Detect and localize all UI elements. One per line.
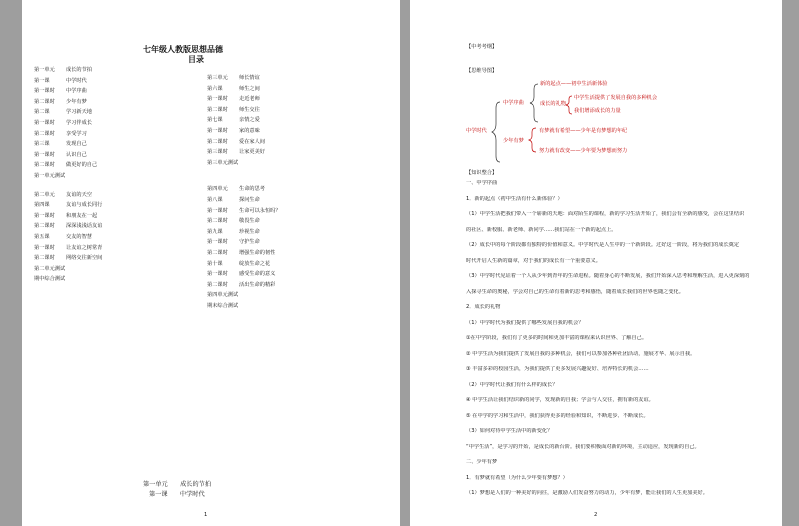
toc-entry-level: 第一课时 [207, 207, 228, 214]
body-line: 二、少年有梦 [466, 459, 498, 465]
toc-entry-title: 绽放生命之花 [239, 260, 271, 267]
toc-entry-title: 师生之间 [239, 85, 260, 92]
body-line: ⑤ 在中学的学习和生活中，我们获得更多的经验和知识，不断进步、不断成长。 [466, 412, 649, 419]
toc-entry [207, 107, 260, 113]
toc-entry [34, 223, 102, 229]
toc-entry-title: 敬畏生命 [239, 218, 260, 225]
toc-entry [34, 202, 102, 208]
toc-entry-level: 第七课 [207, 117, 223, 124]
toc-entry-title: 认识自己 [66, 151, 87, 158]
toc-entry [34, 162, 97, 168]
toc-entry-title: 友谊的天空 [66, 191, 92, 198]
toc-entry-title: 师长情谊 [239, 75, 260, 81]
toc-entry [207, 239, 260, 245]
toc-entry-level: 第一课时 [34, 120, 55, 126]
body-line: “中学生活”，是学习的开始，是成长的新台阶。我们要积极面对新的环境，主动适应，发现新的自己。 [466, 443, 700, 450]
mindmap-heading: 【思维导图】 [466, 68, 498, 74]
footer-unit-title: 第一单元 成长的节拍 [143, 481, 212, 488]
toc-entry-level: 第三单元 [207, 75, 228, 81]
toc-entry-level: 第十课 [207, 260, 223, 267]
body-line: （1）梦想是人们的一种美好的向往，是激励人们发奋努力的动力，少年有梦，能让我们的人生更加美好。 [466, 490, 708, 496]
toc-entry [207, 186, 265, 192]
mindmap-b1-child-1: 新的起点——初中生活新体验 [540, 81, 608, 87]
body-line: （2）中学时代让我们有什么样的成长？ [466, 381, 558, 388]
toc-entry-title: 和朋友在一起 [66, 212, 98, 219]
toc-entry-title: 友谊与成长同行 [66, 202, 103, 209]
toc-entry-level: 第二课时 [207, 106, 228, 113]
toc-entry-title: 让友谊之树常青 [66, 244, 103, 251]
toc-entry-level: 第一课时 [207, 271, 228, 278]
toc-entry-level: 第二课时 [34, 130, 55, 137]
toc-entry [207, 96, 260, 102]
toc-entry-title: 让家更美好 [239, 149, 265, 156]
toc-entry [34, 88, 87, 94]
toc-entry-level: 期末综合测试 [207, 303, 239, 309]
toc-entry [207, 86, 260, 92]
body-line: ③ 丰富多彩的校园生活，为我们提供了更多发展兴趣爱好、培养特长的机会…… [466, 366, 649, 372]
toc-entry-title: 做更好的自己 [66, 162, 98, 169]
toc-entry [34, 192, 92, 198]
toc-entry-title: 亲情之爱 [239, 117, 260, 124]
toc-entry-level: 第一课时 [207, 239, 228, 246]
document-title: 七年级人教版思想品德 [143, 45, 223, 54]
mindmap-b2-child-1: 有梦就有希望——少年是有梦想的年纪 [539, 128, 628, 134]
toc-entry [34, 109, 92, 115]
toc-entry [207, 139, 265, 145]
mindmap-branch-2: 少年有梦 [503, 138, 524, 144]
toc-entry [207, 75, 260, 81]
toc-entry-title: 珍视生命 [239, 228, 260, 235]
toc-entry-title: 家的意味 [239, 128, 260, 134]
toc-entry [34, 255, 102, 261]
body-line: 2．成长的礼物 [466, 304, 501, 310]
toc-entry-level: 第四单元测试 [207, 292, 239, 299]
body-line: ④ 中学生活让我们结识新的同学，发现新的自我；学会与人交往，拥有新的友谊。 [466, 397, 654, 403]
toc-entry-level: 第四单元 [207, 186, 228, 193]
body-line: 一、中学序曲 [466, 180, 498, 186]
toc-entry [207, 261, 270, 267]
toc-entry-level: 第二课时 [207, 138, 228, 145]
toc-entry [207, 292, 239, 298]
document-page-2 [410, 0, 782, 526]
toc-entry [207, 208, 281, 214]
toc-entry [34, 245, 102, 251]
toc-entry-title: 学习伴成长 [66, 120, 92, 126]
mindmap-b1-child-2: 成长的礼物 [540, 101, 566, 107]
toc-entry [207, 229, 260, 235]
toc-entry-title: 感受生命的意义 [239, 271, 276, 278]
toc-entry [207, 303, 239, 309]
toc-entry-level: 第二课 [34, 109, 50, 116]
toc-entry-title: 走近老师 [239, 96, 260, 103]
toc-entry-level: 第一课 [34, 77, 50, 84]
toc-entry-title: 活出生命的精彩 [239, 281, 276, 288]
toc-entry-level: 第二单元测试 [34, 265, 66, 272]
toc-entry-level: 第二单元 [34, 191, 55, 198]
toc-entry [34, 152, 87, 158]
toc-entry-title: 增强生命的韧性 [239, 250, 276, 256]
toc-entry-title: 生命可以永恒吗？ [239, 207, 281, 214]
toc-entry [207, 160, 239, 166]
toc-entry-level: 第二课时 [34, 98, 55, 105]
body-line: 时代开启人生新的篇章，对于我们的成长有一个重要意义。 [466, 257, 601, 264]
mindmap-b1-sub-2: 我们增添成长的力量 [574, 108, 621, 114]
toc-entry [207, 117, 260, 123]
toc-entry-title: 享受学习 [66, 130, 87, 137]
toc-entry-title: 师生交往 [239, 106, 260, 113]
toc-entry-level: 第二课时 [34, 162, 55, 169]
mindmap-b1-sub-1: 中学生活提供了发展自我的多种机会 [574, 95, 658, 101]
toc-entry [207, 128, 260, 134]
toc-heading: 目录 [188, 55, 204, 64]
toc-entry-level: 第一单元 [34, 67, 55, 73]
toc-entry [207, 250, 275, 256]
toc-entry [34, 173, 66, 179]
toc-entry-level: 第一课时 [207, 96, 228, 103]
toc-entry [207, 218, 260, 224]
toc-entry-level: 第六课 [207, 85, 223, 92]
knowledge-heading: 【知识整合】 [466, 170, 498, 176]
toc-entry [34, 234, 92, 240]
toc-entry-level: 第四课 [34, 202, 50, 209]
toc-entry-title: 少年有梦 [66, 98, 87, 105]
toc-entry-level: 第一课时 [34, 244, 55, 251]
toc-entry-level: 第二课时 [34, 223, 55, 230]
document-page-1 [22, 0, 400, 526]
toc-entry-level: 第八课 [207, 197, 223, 203]
toc-entry-level: 第一课时 [34, 88, 55, 95]
toc-entry-level: 第三课时 [207, 149, 228, 156]
toc-entry [34, 266, 66, 272]
toc-entry-level: 第三课 [34, 141, 50, 148]
toc-entry-level: 第一单元测试 [34, 173, 66, 179]
toc-entry-level: 第九课 [207, 228, 223, 235]
toc-entry-title: 探问生命 [239, 197, 260, 203]
page-number: 1 [204, 512, 208, 518]
exam-outline-heading: 【中考考纲】 [466, 44, 498, 50]
toc-entry-title: 成长的节拍 [66, 67, 92, 73]
body-line: 的社区、新校服、新老师、新同学……我们站在一个新的起点上。 [466, 226, 617, 233]
toc-entry-title: 网络交往新空间 [66, 255, 103, 262]
body-line: （3）中学时代见证着一个人从少年到青年的生命进程。随着身心的不断发展，我们开始深入思考和理解生活，进入更深刻的 [466, 273, 750, 279]
toc-entry-level: 第三单元测试 [207, 159, 239, 166]
toc-entry [207, 282, 275, 288]
body-line: （3）如何对待中学生活中的新变化？ [466, 428, 553, 434]
toc-entry [207, 271, 275, 277]
toc-entry-title: 交友的智慧 [66, 234, 92, 240]
toc-entry-title: 中学序曲 [66, 88, 87, 95]
footer-lesson-title: 第一课 中学时代 [149, 491, 205, 498]
body-line: 入探寻生命的奥秘，学会对自己的生命有着新的思考和感悟，随着成长我们的世界也随之变化。 [466, 288, 684, 295]
body-line: （1）中学时代为我们提供了哪些发展自我的机会？ [466, 319, 584, 326]
toc-entry [34, 213, 97, 219]
toc-entry [207, 149, 265, 155]
body-line: （2）成长中的每个阶段都有独特的价值和意义。中学时代是人生中的一个新阶段。过好这一阶段，将为我们的成长奠定 [466, 242, 740, 248]
toc-entry-level: 第一课时 [34, 212, 55, 219]
toc-entry [34, 131, 87, 137]
toc-entry [34, 99, 87, 105]
toc-entry-level: 第五课 [34, 234, 50, 240]
toc-entry-level: 第二课时 [34, 255, 55, 262]
body-line: ② 中学生活为我们提供了发展自我的多种机会，我们可以参加各种社团活动，施展才华、展示自我。 [466, 350, 696, 357]
toc-entry [34, 78, 87, 84]
body-line: 1．新的起点（初中生活有什么新体验？） [466, 195, 563, 202]
toc-entry-title: 深深浅浅话友谊 [66, 223, 103, 230]
toc-entry [34, 120, 92, 126]
mindmap-branch-1: 中学序曲 [503, 100, 524, 106]
toc-entry-level: 第一课时 [34, 151, 55, 158]
toc-entry-title: 发现自己 [66, 141, 87, 148]
toc-entry-level: 第二课时 [207, 281, 228, 288]
body-line: （1）中学生活把我们带入一个崭新的天地：面对陌生的课程，新的学习生活开始了，我们会有全新的感受，会在这里结识 [466, 211, 745, 217]
toc-entry-title: 守护生命 [239, 239, 260, 246]
body-line: 1．有梦就有希望（为什么少年要有梦想？） [466, 474, 568, 481]
body-line: ①在中学阶段，我们有了更多的时间和更加丰富的课程来认识世界、了解自己。 [466, 335, 648, 341]
toc-entry [34, 67, 92, 73]
mindmap-root: 中学时代 [466, 128, 487, 134]
toc-entry [34, 141, 87, 147]
toc-entry [34, 276, 66, 282]
toc-entry-title: 中学时代 [66, 77, 87, 84]
toc-entry-level: 期中综合测试 [34, 276, 66, 283]
toc-entry-level: 第一课时 [207, 128, 228, 134]
toc-entry-title: 学习新天地 [66, 109, 92, 116]
toc-entry-level: 第二课时 [207, 218, 228, 225]
toc-entry-level: 第二课时 [207, 250, 228, 256]
toc-entry-title: 生命的思考 [239, 186, 265, 193]
page-number: 2 [594, 512, 598, 518]
toc-entry [207, 197, 260, 203]
toc-entry-title: 爱在家人间 [239, 138, 265, 145]
mindmap-b2-child-2: 努力就有改变——少年要为梦想而努力 [539, 148, 628, 154]
